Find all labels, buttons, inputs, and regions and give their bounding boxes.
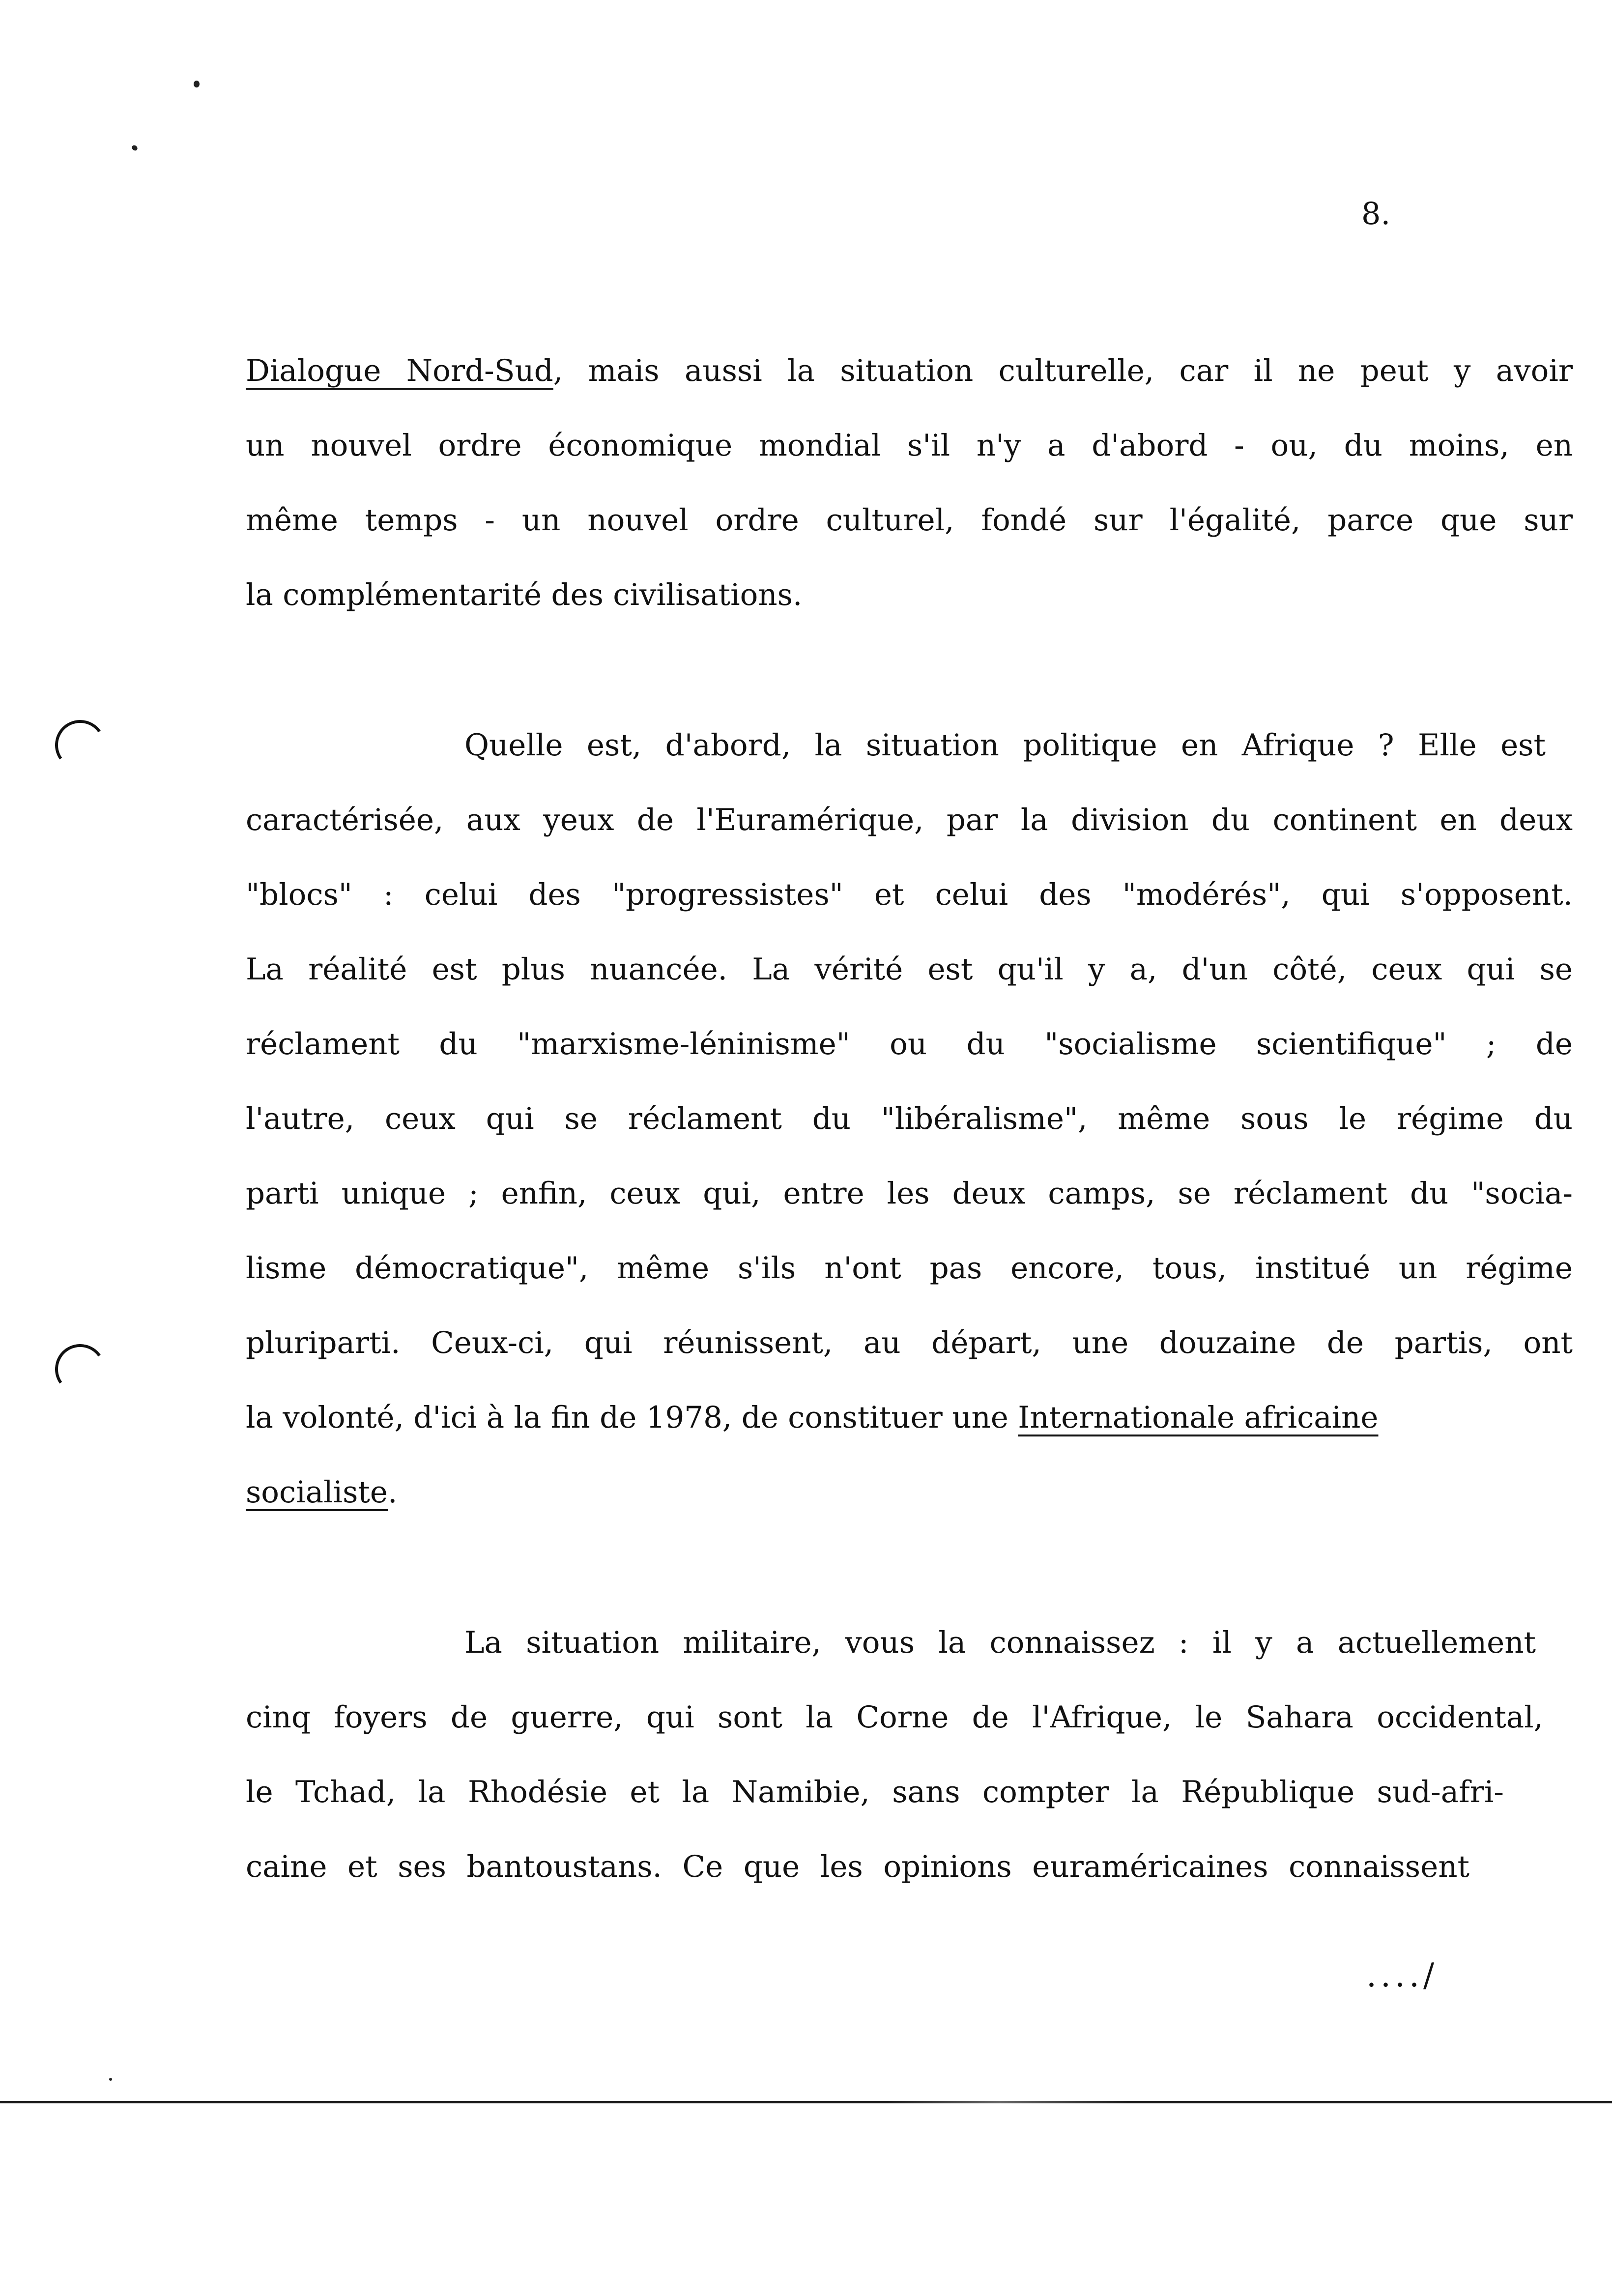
text-line: la volonté, d'ici à la fin de 1978, de constituer une Internationale africaine	[246, 1400, 1379, 1435]
text-line: réclament du "marxisme-léninisme" ou du "socialisme scientifique" ; de	[246, 1027, 1573, 1062]
text-line: lisme démocratique", même s'ils n'ont pas encore, tous, institué un régime	[246, 1251, 1573, 1286]
page-number: 8.	[1361, 196, 1391, 231]
underlined-text: socialiste	[246, 1475, 388, 1510]
underlined-text: Internationale africaine	[1018, 1400, 1379, 1435]
scan-dot	[194, 81, 200, 87]
text-line: "blocs" : celui des "progressistes" et celui des "modérés", qui s'opposent.	[246, 877, 1573, 912]
text-line: cinq foyers de guerre, qui sont la Corne de l'Afrique, le Sahara occidental,	[246, 1700, 1543, 1735]
text-line: caractérisée, aux yeux de l'Euramérique, par la division du continent en deux	[246, 803, 1573, 837]
text-line: la complémentarité des civilisations.	[246, 577, 803, 612]
text-line: même temps - un nouvel ordre culturel, fondé sur l'égalité, parce que sur	[246, 503, 1573, 538]
bottom-rule	[0, 2101, 1612, 2103]
binding-mark	[51, 716, 109, 774]
text-line: parti unique ; enfin, ceux qui, entre les deux camps, se réclament du "socia-	[246, 1176, 1573, 1211]
text-line: La situation militaire, vous la connaissez : il y a actuellement	[464, 1625, 1536, 1660]
text-line: pluriparti. Ceux-ci, qui réunissent, au départ, une douzaine de partis, ont	[246, 1325, 1573, 1360]
scan-dot	[109, 2078, 112, 2081]
text-line: caine et ses bantoustans. Ce que les opinions euraméricaines connaissent	[246, 1849, 1469, 1884]
text-line: socialiste.	[246, 1475, 398, 1510]
scan-dot	[131, 144, 139, 151]
text-line: un nouvel ordre économique mondial s'il n'y a d'abord - ou, du moins, en	[246, 428, 1573, 463]
text-line: La réalité est plus nuancée. La vérité est qu'il y a, d'un côté, ceux qui se	[246, 952, 1573, 987]
underlined-text: Dialogue Nord-Sud	[246, 353, 553, 388]
text-line: l'autre, ceux qui se réclament du "libéralisme", même sous le régime du	[246, 1101, 1573, 1136]
binding-mark	[51, 1340, 109, 1398]
continuation-mark: ..../	[1366, 1956, 1439, 1994]
text-line: Quelle est, d'abord, la situation politique en Afrique ? Elle est	[464, 728, 1546, 763]
text-line: le Tchad, la Rhodésie et la Namibie, sans compter la République sud-afri-	[246, 1775, 1504, 1809]
text-line: Dialogue Nord-Sud, mais aussi la situation culturelle, car il ne peut y avoir	[246, 353, 1573, 388]
